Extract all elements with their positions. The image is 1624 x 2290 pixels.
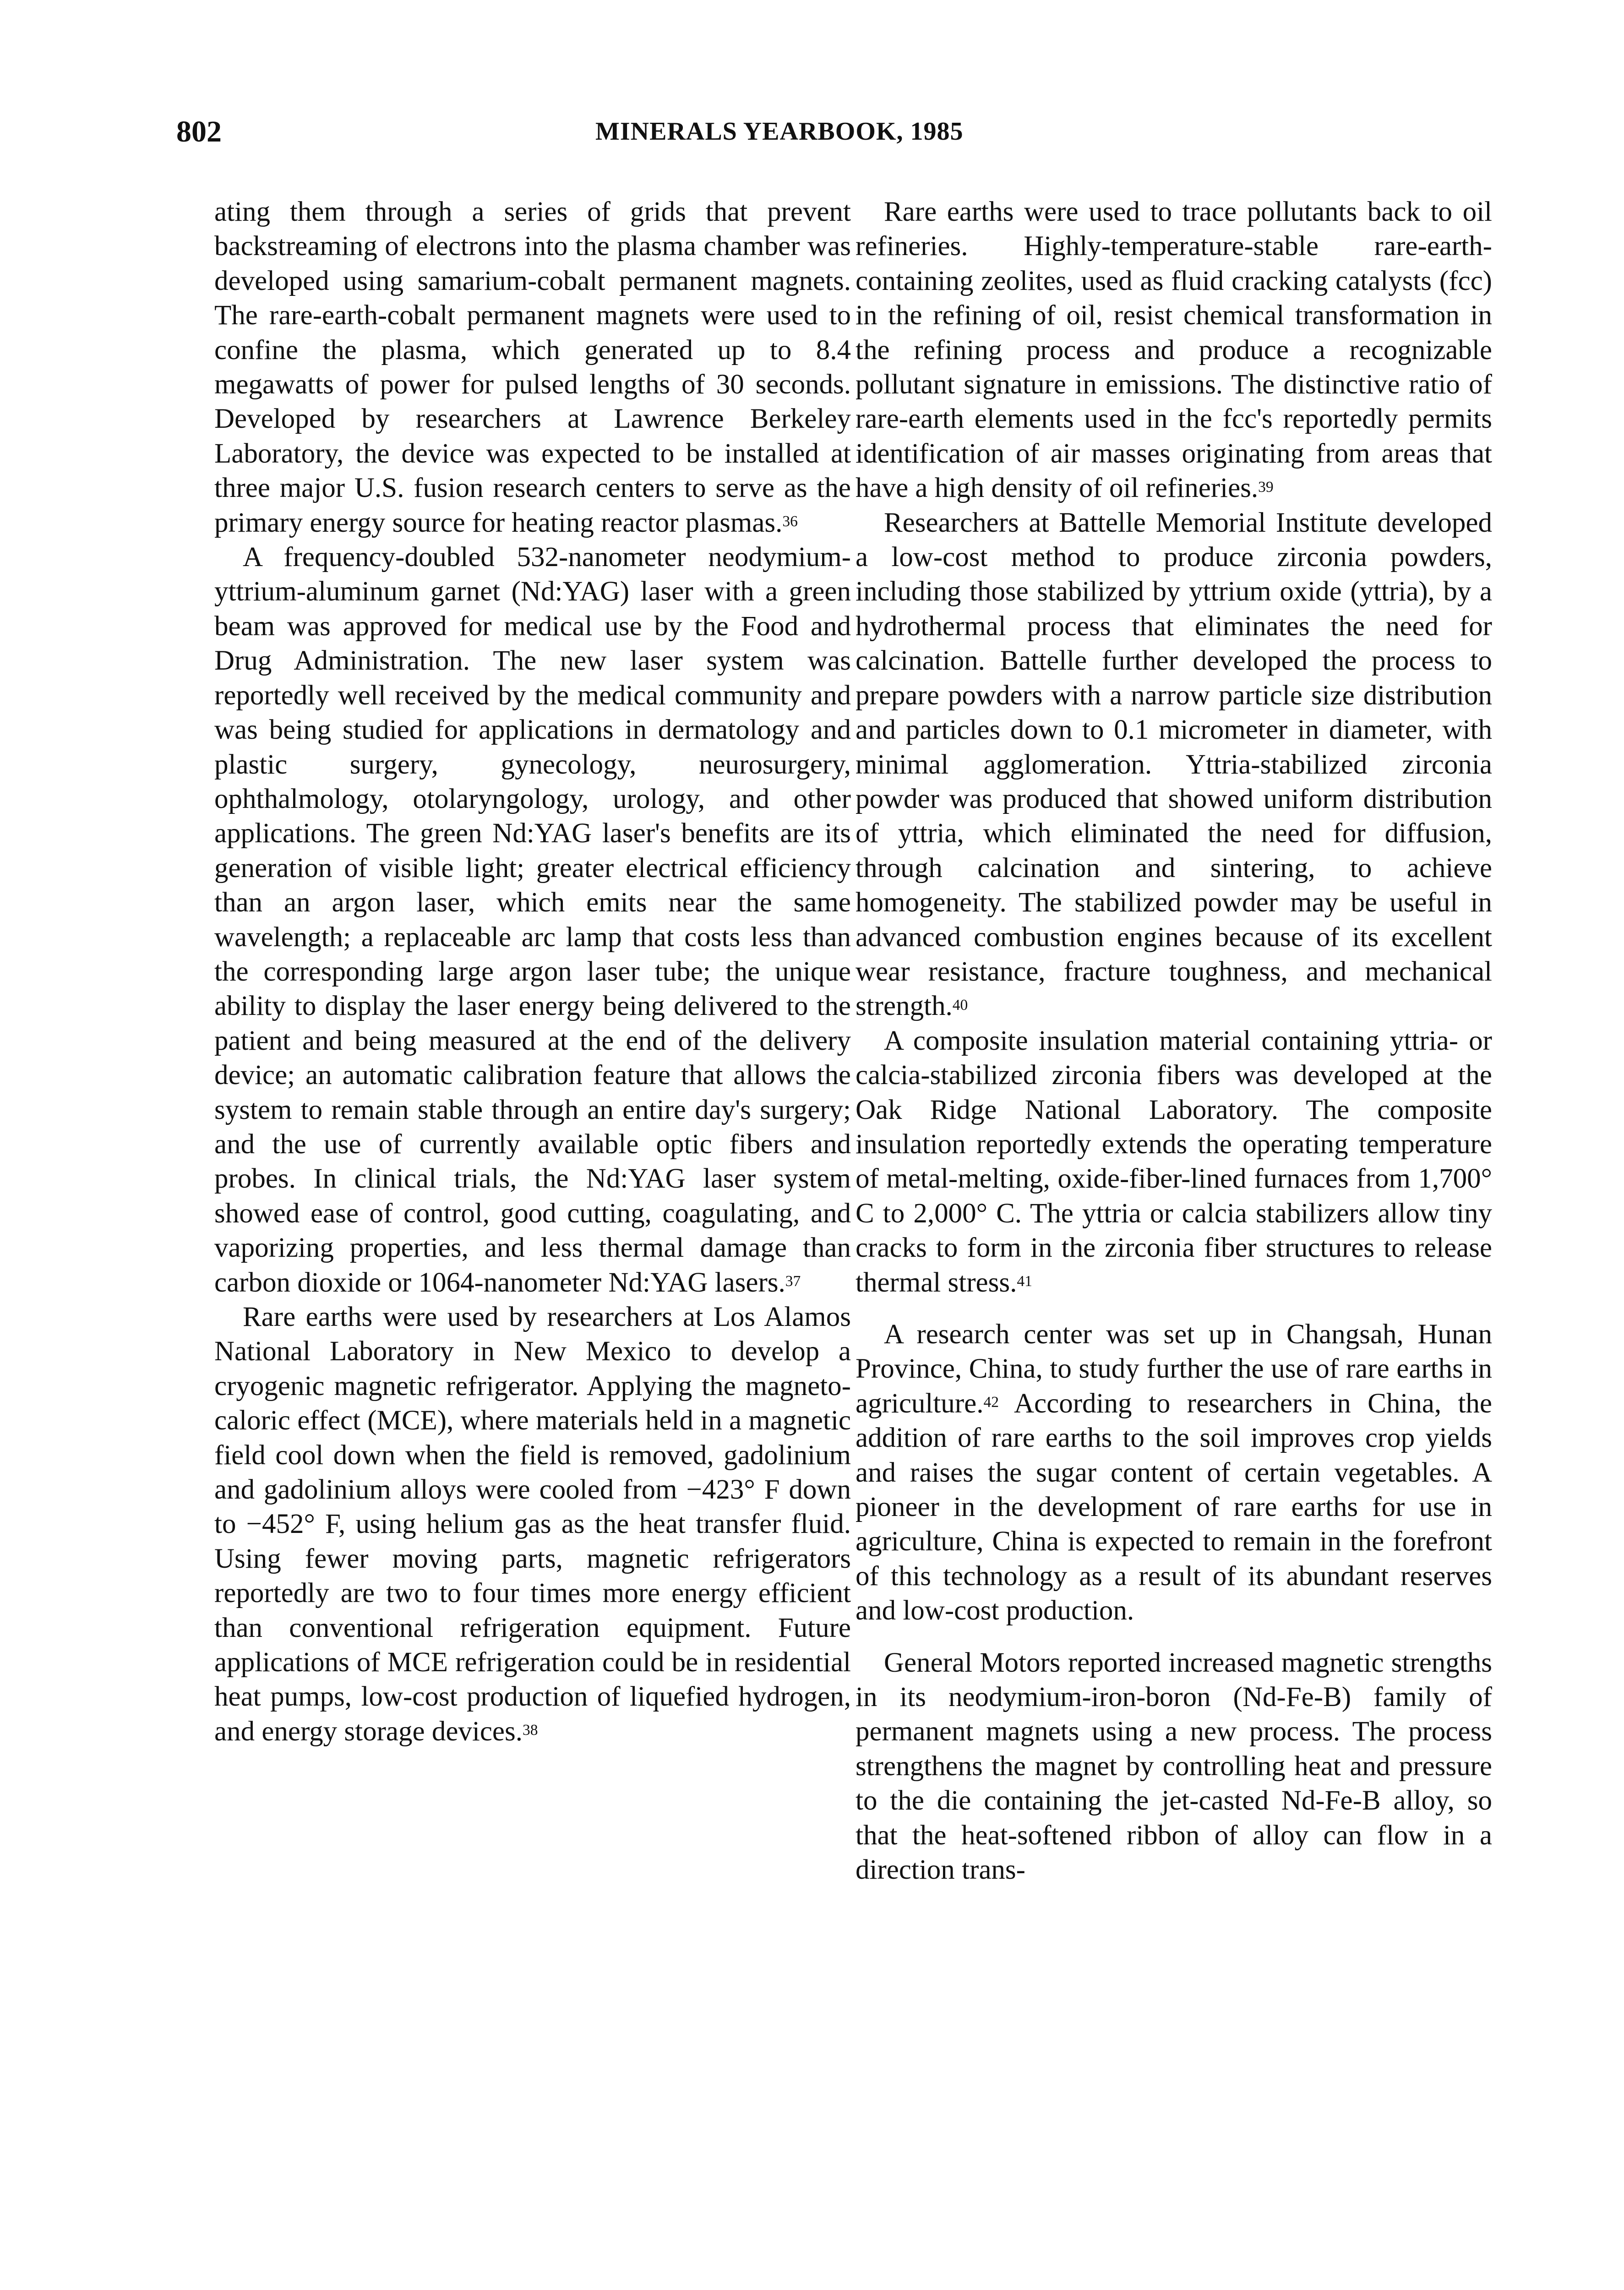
paragraph-magnetic-refrigerator: Rare earths were used by researchers at Los Alamos National Laboratory in New Mexico to develop a cryogenic magnetic refrigerator. Applying the magneto-caloric effect (MCE), where materials held in a magnetic field cool down when the field is removed, gadolinium and gadolinium alloys were cooled from −423° F down to −452° F, using helium gas as the heat transfer fluid. Using fewer moving parts, magnetic refrigerators reportedly are two to four times more energy efficient than conventional refrigeration equipment. Future applications of MCE refrigeration could be in residential heat pumps, low-cost production of liquefied hydrogen, and energy storage devices.$^{38}$ [214,1302,851,1747]
paragraph-zirconia-powders: Researchers at Battelle Memorial Institute developed a low-cost method to produce zirconia powders, including those stabilized by yttrium oxide (yttria), by a hydrothermal process that eliminates the need for calcination. Battelle further developed the process to prepare powders with a narrow particle size distribution and particles down to 0.1 micrometer in diameter, with minimal agglomeration. Yttria-stabilized zirconia powder was produced that showed uniform distribution of yttria, which eliminated the need for diffusion, through calcination and sintering, to achieve homogeneity. The stabilized powder may be useful in advanced combustion engines because of its excellent wear resistance, fracture toughness, and mechanical strength.$^{40}$ [856,507,1492,1022]
footnote-ref: 36 [782,513,798,530]
paragraph-ndyag-laser: A frequency-doubled 532-nanometer neodymium-yttrium-aluminum garnet (Nd:YAG) laser with a green beam was approved for medical use by the Food and Drug Administration. The new laser system was reportedly well received by the medical community and was being studied for applications in dermatology and plastic surgery, gynecology, neurosurgery, ophthalmology, otolaryngology, urology, and other applications. The green Nd:YAG laser's benefits are its generation of visible light; greater electrical efficiency than an argon laser, which emits near the same wavelength; a replaceable arc lamp that costs less than the corresponding large argon laser tube; the unique ability to display the laser energy being delivered to the patient and being measured at the end of the delivery device; an automatic calibration feature that allows the system to remain stable through an entire day's surgery; and the use of currently available optic fibers and probes. In clinical trials, the Nd:YAG laser system showed ease of control, good cutting, coagulating, and vaporizing properties, and less thermal damage than carbon dioxide or 1064-nanometer Nd:YAG lasers.$^{37}$ [214,542,851,1298]
footnote-ref: 39 [1258,478,1274,496]
paragraph-ndfeb-magnets: General Motors reported increased magnetic strengths in its neodymium-iron-boron (Nd-Fe-B) family of permanent magnets using a new process. The process strengthens the magnet by controlling heat and pressure to the die containing the jet-casted Nd-Fe-B alloy, so that the heat-softened ribbon of alloy can flow in a direction trans- [856,1647,1492,1886]
footnote-ref: 38 [523,1722,538,1739]
running-head: MINERALS YEARBOOK, 1985 [595,117,964,146]
paragraph-pollutant-tracing: Rare earths were used to trace pollutants back to oil refineries. Highly-temperature-stable rare-earth-containing zeolites, used as fluid cracking catalysts (fcc) in the refining of oil, resist chemical transformation in the refining process and produce a recognizable pollutant signature in emissions. The distinctive ratio of rare-earth elements used in the fcc's reportedly permits identification of air masses originating from areas that have a high density of oil refineries.$^{39}$ [856,196,1492,504]
paragraph-fusion-plasma: ating them through a series of grids that prevent backstreaming of electrons into the plasma chamber was developed using samarium-cobalt permanent magnets. The rare-earth-cobalt permanent magnets were used to confine the plasma, which generated up to 8.4 megawatts of power for pulsed lengths of 30 seconds. Developed by researchers at Lawrence Berkeley Laboratory, the device was expected to be installed at three major U.S. fusion research centers to serve as the primary energy source for heating reactor plasmas.$^{36}$ [214,196,851,538]
left-column [214,195,851,1749]
right-column [856,195,1492,1887]
footnote-ref: 42 [983,1394,999,1411]
paragraph-composite-insulation: A composite insulation material containing yttria- or calcia-stabilized zirconia fibers was developed at the Oak Ridge National Laboratory. The composite insulation reportedly extends the operating temperature of metal-melting, oxide-fiber-lined furnaces from 1,700° C to 2,000° C. The yttria or calcia stabilizers allow tiny cracks to form in the zirconia fiber structures to release thermal stress.$^{41}$ [856,1025,1492,1298]
footnote-ref: 41 [1017,1272,1032,1290]
page-number: 802 [176,115,222,148]
paragraph-agriculture-research: A research center was set up in Changsah, Hunan Province, China, to study further the use of rare earths in agriculture.$^{42}$ According to researchers in China, the addition of rare earths to the soil improves crop yields and raises the sugar content of certain vegetables. A pioneer in the development of rare earths for use in agriculture, China is expected to remain in the forefront of this technology as a result of its abundant reserves and low-cost production. [856,1319,1492,1626]
footnote-ref: 40 [952,996,968,1014]
footnote-ref: 37 [785,1272,801,1290]
